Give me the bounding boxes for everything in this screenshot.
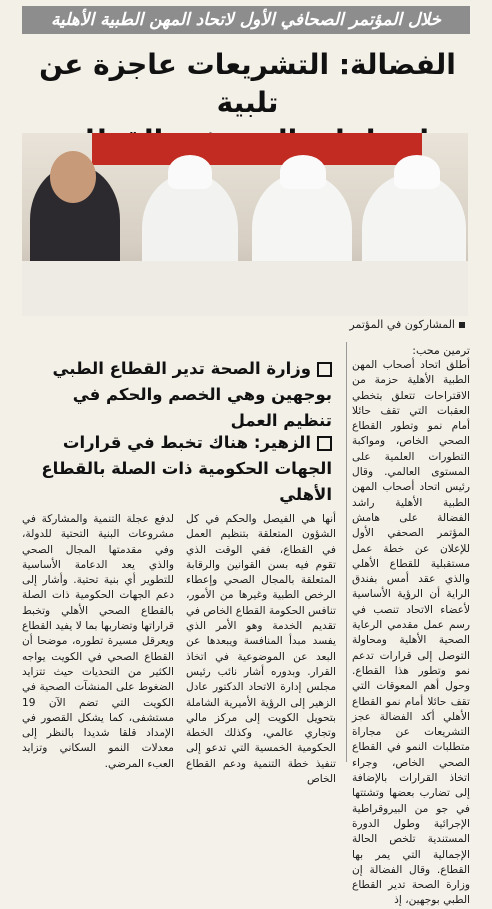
subheading-2 [22,430,332,508]
checkbox-square-icon [317,436,332,451]
photo-caption-text: المشاركون في المؤتمر [349,318,455,331]
headline-line-1: الفضالة: التشريعات عاجزة عن تلبية [39,48,456,119]
checkbox-square-icon [317,362,332,377]
photo-caption [300,318,465,331]
backdrop-logo-banner [92,133,422,165]
conference-photo [22,133,468,316]
subheading-2-text: الزهير: هناك تخبط في قرارات الجهات الحكومية ذات الصلة بالقطاع الأهلي [41,433,332,504]
subheading-1-text: وزارة الصحة تدير القطاع الطبي بوجهين وهي الخصم والحكم في تنظيم العمل [52,359,332,430]
column-divider [346,342,347,762]
bullet-square-icon [459,322,465,328]
article-column-right: أطلق اتحاد أصحاب المهن الطبية الأهلية حزمة من الاقتراحات تتعلق بتخطي العقبات التي تقف حائلا أمام نمو وتطور القطاع الصحي الخاص، ومواكبة التطورات العلمية على المستوى العالمي. وقال رئيس اتحاد أصحاب المهن الطبية الأهلية راشد الفضالة على هامش المؤتمر الصحفي الأول للإعلان عن خطة عمل مستقبلية للقطاع الأهلي والذي عقد أمس بفندق الراية أن الرؤية الأساسية لأعضاء الاتحاد تنصب في رسم عمل مقدمي الرعاية الصحية الأهلية ومحاولة التوصل إلى قرارات تدعم نمو وتطور هذا القطاع. وحول أهم المعوقات التي تقف حائلا أمام نمو القطاع الأهلي أكد الفضالة عجز التشريعات عن مجاراة متطلبات النمو في القطاع الصحي الخاص، وجراء اتخاذ القرارات بالإضافة إلى تضارب بعضها وتشتتها في جو من البيروقراطية الإجرائية وطول الدورة المستندية تلخص الحالة الإجمالية التي يمر بها القطاع. وقال الفضالة إن وزارة الصحة تدير القطاع الطبي بوجهين، إذ [352,359,470,907]
conference-table [22,261,468,316]
byline: ترمين محب: [412,344,470,357]
article-banner: خلال المؤتمر الصحافي الأول لاتحاد المهن الطبية الأهلية [22,6,470,34]
article-column-left: لدفع عجلة التنمية والمشاركة في مشروعات البنية التحتية للدولة، وفي مقدمتها المجال الصحي والذي يعد الدعامة الأساسية للتطوير أي بنية تحتية. وأشار إلى دعم الجهات الحكومية ذات الصلة بالقطاع الصحي الأهلي وتخبط قراراتها وتضاربها بما لا يفيد القطاع ويعرقل مسيرة تطوره، موضحا أن القطاع الصحي في الكويت يواجه الكثير من التحديات حيث تتزايد الضغوط على المنشآت الصحية في الكويت التي تضم الآن 19 مستشفى، كما يشكل القصور في الإمداد قلقا شديدا بالنظر إلى معدلات النمو السكاني وتزايد العبء المرضي. [22,513,174,770]
subheading-1 [22,356,332,434]
article-column-middle: أنها هي الفيصل والحكم في كل الشؤون المتعلقة بتنظيم العمل في القطاع، ففي الوقت الذي تقوم فيه بسن القوانين والرقابة المتعلقة بالمجال الصحي وإعطاء الرخص الطبية وغيرها من الأمور، تنافس الحكومة القطاع الخاص في تقديم الخدمة وهو الأمر الذي يفسد مبدأ المنافسة ويبعدها عن البعد عن الموضوعية في اتخاذ القرار. وبدوره أشار نائب رئيس مجلس إدارة الاتحاد الدكتور عادل الزهير إلى الرؤية الأميرية الشاملة بتحويل الكويت إلى مركز مالي وتجاري عالمي، وكذلك الخطة الحكومية الخمسية التي تدعو إلى تنفيذ خطة التنمية ودعم القطاع الخاص [186,513,336,786]
